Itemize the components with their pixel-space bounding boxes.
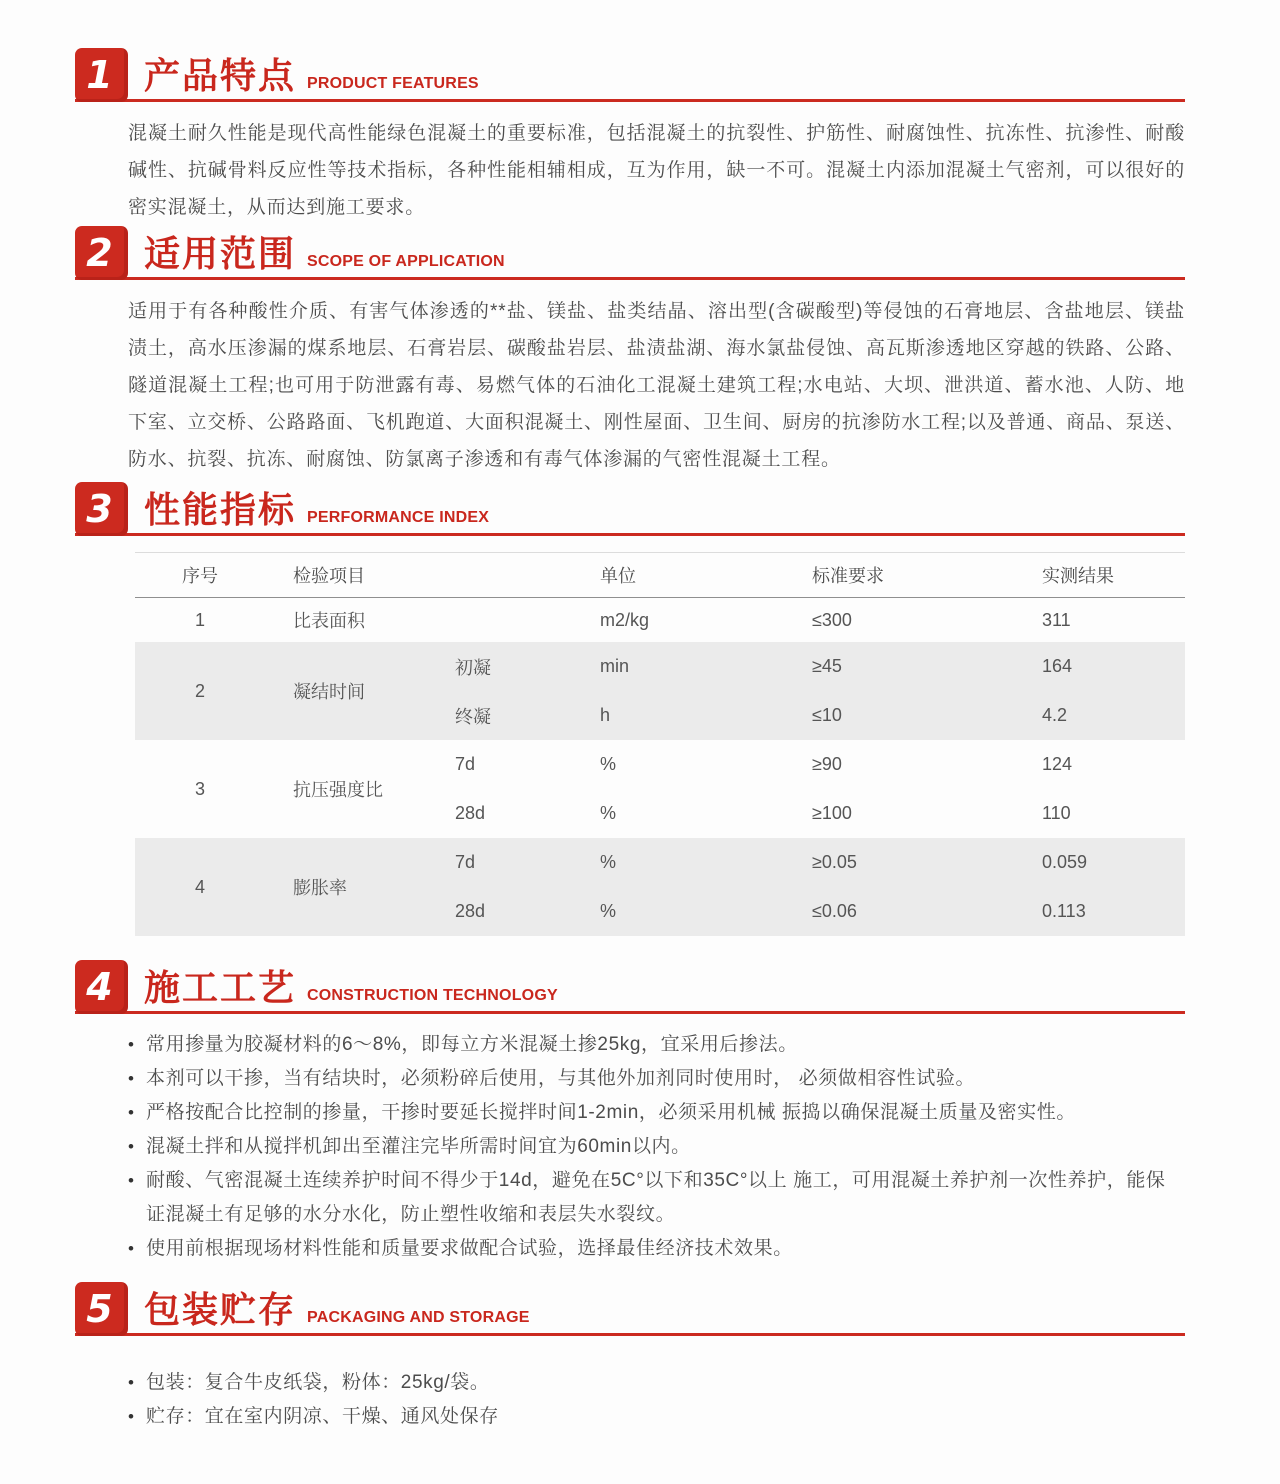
section-performance-index (75, 482, 1185, 936)
subrow-result: 110 (1042, 803, 1071, 823)
section-title: 包装贮存 (144, 1289, 297, 1330)
row-no: 2 (194, 680, 205, 701)
section-subtitle: PERFORMANCE INDEX (307, 509, 490, 526)
section-number: 4 (86, 965, 113, 1009)
table-subrow (435, 887, 1185, 936)
row-item: 凝结时间 (293, 682, 365, 702)
section-number: 5 (86, 1287, 113, 1331)
table-row (135, 642, 1185, 740)
bullet-icon (128, 1366, 146, 1400)
column-header-item: 检验项目 (293, 566, 365, 586)
list-item (128, 1130, 1168, 1164)
section-subtitle: SCOPE OF APPLICATION (307, 253, 505, 270)
column-header-unit: 单位 (600, 566, 636, 586)
table-row (135, 598, 1185, 642)
column-header-result: 实测结果 (1042, 566, 1114, 586)
row-subrows (435, 598, 1185, 642)
table-row (135, 740, 1185, 838)
bullet-text: 耐酸、气密混凝土连续养护时间不得少于14d，避免在5C°以下和35C°以上 施工，可用混凝土养护剂一次性养护，能保证混凝土有足够的水分水化，防止塑性收缩和表层失水裂纹。 (146, 1170, 1166, 1225)
table-subrow (435, 642, 1185, 691)
subrow-unit: % (600, 754, 617, 774)
bullet-text: 严格按配合比控制的掺量，干掺时要延长搅拌时间1-2min，必须采用机械 振捣以确保混凝土质量及密实性。 (146, 1102, 1076, 1123)
subrow-standard: ≤0.06 (812, 901, 857, 921)
bullet-icon (128, 1400, 146, 1434)
subrow-result: 164 (1042, 656, 1073, 676)
list-item (128, 1164, 1168, 1232)
bullet-text: 混凝土拌和从搅拌机卸出至灌注完毕所需时间宜为60min以内。 (146, 1136, 691, 1157)
section-header (75, 1282, 1185, 1336)
section-number-badge (75, 1282, 128, 1336)
column-header-no: 序号 (182, 566, 218, 586)
performance-table (135, 552, 1185, 936)
bullet-text: 包装：复合牛皮纸袋，粉体：25kg/袋。 (146, 1372, 490, 1393)
list-item (128, 1400, 1168, 1434)
subrow-standard: ≥45 (812, 656, 842, 676)
subrow-result: 4.2 (1042, 705, 1068, 725)
scope-paragraph: 适用于有各种酸性介质、有害气体渗透的**盐、镁盐、盐类结晶、溶出型(含碳酸型)等侵蚀的石膏地层、含盐地层、镁盐渍土，高水压渗漏的煤系地层、石膏岩层、碳酸盐岩层、盐渍盐湖、海水氯盐侵蚀、高瓦斯渗透地区穿越的铁路、公路、隧道混凝土工程;也可用于防泄露有毒、易燃气体的石油化工混凝土建筑工程;水电站、大坝、泄洪道、蓄水池、人防、地下室、立交桥、公路路面、飞机跑道、大面积混凝土、刚性屋面、卫生间、厨房的抗渗防水工程;以及普通、商品、泵送、防水、抗裂、抗冻、耐腐蚀、防氯离子渗透和有毒气体渗漏的气密性混凝土工程。 (128, 301, 1185, 470)
table-subrow (435, 691, 1185, 740)
section-title: 施工工艺 (144, 967, 297, 1008)
bullet-text: 本剂可以干掺，当有结块时，必须粉碎后使用，与其他外加剂同时使用时， 必须做相容性试验。 (146, 1068, 976, 1089)
subrow-standard: ≥100 (812, 803, 852, 823)
bullet-icon (128, 1096, 146, 1130)
bullet-icon (128, 1028, 146, 1062)
section-subtitle: PRODUCT FEATURES (307, 75, 479, 92)
row-subrows (435, 740, 1185, 838)
subrow-standard: ≥0.05 (812, 852, 857, 872)
section-subtitle: PACKAGING AND STORAGE (307, 1309, 530, 1326)
section-title: 产品特点 (144, 55, 297, 96)
row-item: 抗压强度比 (293, 780, 383, 800)
section-number: 3 (86, 487, 113, 531)
row-item: 比表面积 (293, 611, 365, 631)
subrow-standard: ≥90 (812, 754, 842, 774)
table-subrow (435, 740, 1185, 789)
table-row (135, 838, 1185, 936)
section-number-badge (75, 226, 128, 280)
packaging-bullet-list (128, 1366, 1168, 1434)
column-header-standard: 标准要求 (812, 566, 884, 586)
section-header (75, 48, 1185, 102)
subrow-standard: ≤10 (812, 705, 842, 725)
subrow-result: 0.113 (1042, 901, 1086, 921)
bullet-icon (128, 1232, 146, 1266)
subrow-sub: 28d (455, 803, 486, 823)
subrow-sub: 初凝 (455, 657, 491, 678)
subrow-unit: m2/kg (600, 609, 650, 630)
subrow-unit: % (600, 803, 617, 823)
row-no: 4 (194, 876, 205, 897)
row-subrows (435, 642, 1185, 740)
subrow-sub: 28d (455, 901, 486, 921)
table-subrow (435, 598, 1185, 642)
section-title: 性能指标 (144, 489, 297, 530)
section-packaging-and-storage (75, 1282, 1185, 1434)
subrow-unit: h (600, 705, 611, 725)
list-item (128, 1096, 1168, 1130)
section-header (75, 482, 1185, 536)
subrow-sub: 7d (455, 852, 476, 872)
list-item (128, 1028, 1168, 1062)
bullet-text: 常用掺量为胶凝材料的6～8%，即每立方米混凝土掺25kg，宜采用后掺法。 (146, 1034, 798, 1055)
section-header (75, 226, 1185, 280)
list-item (128, 1062, 1168, 1096)
list-item (128, 1232, 1168, 1266)
table-subrow (435, 789, 1185, 838)
subrow-sub: 7d (455, 754, 476, 774)
row-no: 3 (194, 778, 205, 799)
bullet-text: 贮存：宜在室内阴凉、干燥、通风处保存 (146, 1406, 499, 1427)
row-item: 膨胀率 (293, 878, 347, 898)
subrow-standard: ≤300 (812, 609, 852, 630)
section-header (75, 960, 1185, 1014)
bullet-icon (128, 1130, 146, 1164)
bullet-icon (128, 1062, 146, 1096)
section-number-badge (75, 960, 128, 1014)
subrow-unit: % (600, 901, 617, 921)
section-scope-of-application (75, 226, 1185, 478)
table-subrow (435, 838, 1185, 887)
section-product-features (75, 48, 1185, 226)
section-construction-technology (75, 960, 1185, 1266)
features-paragraph: 混凝土耐久性能是现代高性能绿色混凝土的重要标准，包括混凝土的抗裂性、护筋性、耐腐蚀性、抗冻性、抗渗性、耐酸碱性、抗碱骨料反应性等技术指标，各种性能相辅相成，互为作用，缺一不可。混凝土内添加混凝土气密剂，可以很好的密实混凝土，从而达到施工要求。 (128, 123, 1185, 218)
row-no: 1 (194, 609, 205, 630)
subrow-sub: 终凝 (455, 706, 491, 727)
section-number-badge (75, 48, 128, 102)
bullet-icon (128, 1164, 146, 1198)
subrow-result: 0.059 (1042, 852, 1088, 872)
bullet-text: 使用前根据现场材料性能和质量要求做配合试验，选择最佳经济技术效果。 (146, 1238, 793, 1259)
section-number-badge (75, 482, 128, 536)
section-subtitle: CONSTRUCTION TECHNOLOGY (307, 987, 558, 1004)
section-title: 适用范围 (144, 233, 297, 274)
subrow-result: 124 (1042, 754, 1073, 774)
section-number: 1 (86, 53, 113, 97)
construction-bullet-list (128, 1028, 1168, 1266)
subrow-unit: min (600, 656, 630, 676)
section-number: 2 (86, 231, 113, 275)
list-item (128, 1366, 1168, 1400)
subrow-unit: % (600, 852, 617, 872)
table-header-row (135, 553, 1185, 598)
subrow-result: 311 (1042, 609, 1071, 630)
row-subrows (435, 838, 1185, 936)
